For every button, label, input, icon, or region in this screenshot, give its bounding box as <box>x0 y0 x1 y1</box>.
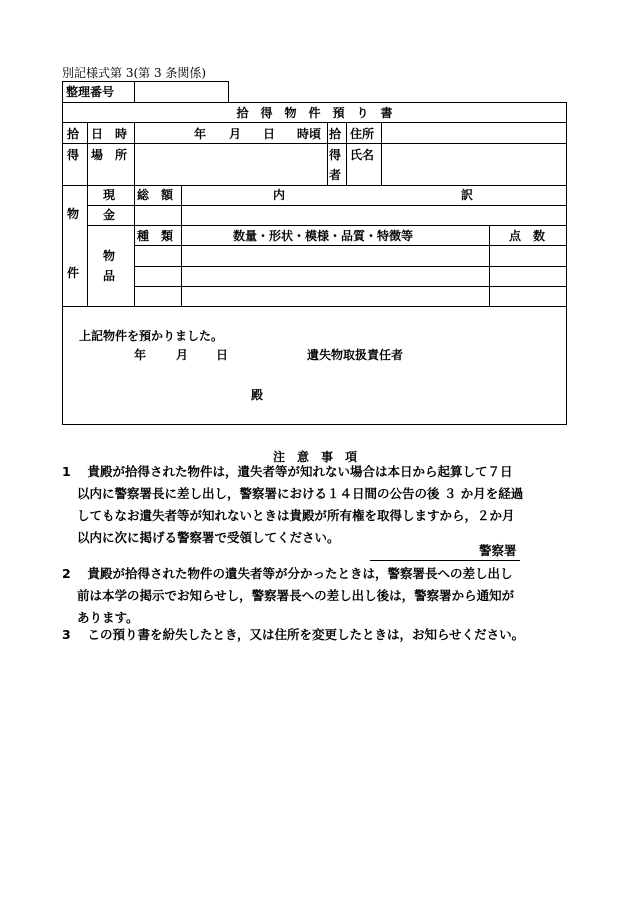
form-number-header: 別記様式第 3(第 3 条関係) <box>62 66 207 80</box>
receipt-month-label: 月 <box>176 348 189 362</box>
place-label: 場 所 <box>91 148 128 162</box>
reference-number-label: 整理番号 <box>63 82 135 103</box>
pickup-day-label: 日 <box>263 127 276 141</box>
cash-label-bottom: 金 <box>103 208 116 222</box>
pickup-year-label: 年 <box>194 127 207 141</box>
goods-label-bottom: 品 <box>103 269 116 283</box>
note-line-3: してもなお遺失者等が知れないときは貴殿が所有権を取得しますから，２か月 <box>77 508 515 523</box>
pickup-time-label: 時頃 <box>297 127 322 141</box>
notes-title: 注 意 事 項 <box>272 450 357 464</box>
finder-address-label: 住所 <box>350 127 375 141</box>
item-label-bottom: 件 <box>67 266 80 280</box>
total-amount-label: 総 額 <box>137 188 174 202</box>
receipt-statement: 上記物件を預かりました。 <box>79 329 224 343</box>
item-label-top: 物 <box>67 207 80 221</box>
pickup-label-top: 拾 <box>67 127 80 141</box>
finder-name-label: 氏名 <box>350 148 375 162</box>
note-line-1: 1 貴殿が拾得された物件は，遺失者等が知れない場合は本日から起算して７日 <box>62 464 513 479</box>
breakdown-label-left: 内 <box>273 188 286 202</box>
form-title: 拾 得 物 件 預 り 書 <box>236 106 393 120</box>
breakdown-label-right: 訳 <box>461 188 474 202</box>
finder-label-3: 者 <box>329 168 342 182</box>
pickup-label-bottom: 得 <box>67 148 80 162</box>
lost-property-receipt-form <box>62 102 567 425</box>
goods-label-top: 物 <box>103 249 116 263</box>
datetime-label: 日 時 <box>91 127 128 141</box>
count-column-header: 点 数 <box>509 229 546 243</box>
finder-label-1: 拾 <box>329 127 342 141</box>
addressee-label: 殿 <box>251 388 264 402</box>
reference-number-box <box>62 81 229 102</box>
note-line-8: 3 この預り書を紛失したとき，又は住所を変更したときは，お知らせください。 <box>62 627 525 642</box>
details-column-header: 数量・形状・模様・品質・特徴等 <box>233 229 414 243</box>
note-line-4: 以内に次に掲げる警察署で受領してください。 <box>77 530 340 545</box>
note-line-5: 2 貴殿が拾得された物件の遺失者等が分かったときは，警察署長への差し出し <box>62 566 513 581</box>
receipt-year-label: 年 <box>134 348 147 362</box>
receipt-day-label: 日 <box>216 348 229 362</box>
finder-label-2: 得 <box>329 148 342 162</box>
cash-label-top: 現 <box>103 188 116 202</box>
note-line-7: あります。 <box>77 610 139 625</box>
pickup-month-label: 月 <box>229 127 242 141</box>
officer-label: 遺失物取扱責任者 <box>307 348 404 362</box>
note-line-6: 前は本学の掲示でお知らせし，警察署長への差し出し後は，警察署から通知が <box>77 588 515 603</box>
police-station-label: 警察署 <box>479 543 517 558</box>
type-column-header: 種 類 <box>137 229 174 243</box>
note-line-2: 以内に警察署長に差し出し，警察署における１４日間の公告の後 ３ か月を経過 <box>77 486 524 501</box>
